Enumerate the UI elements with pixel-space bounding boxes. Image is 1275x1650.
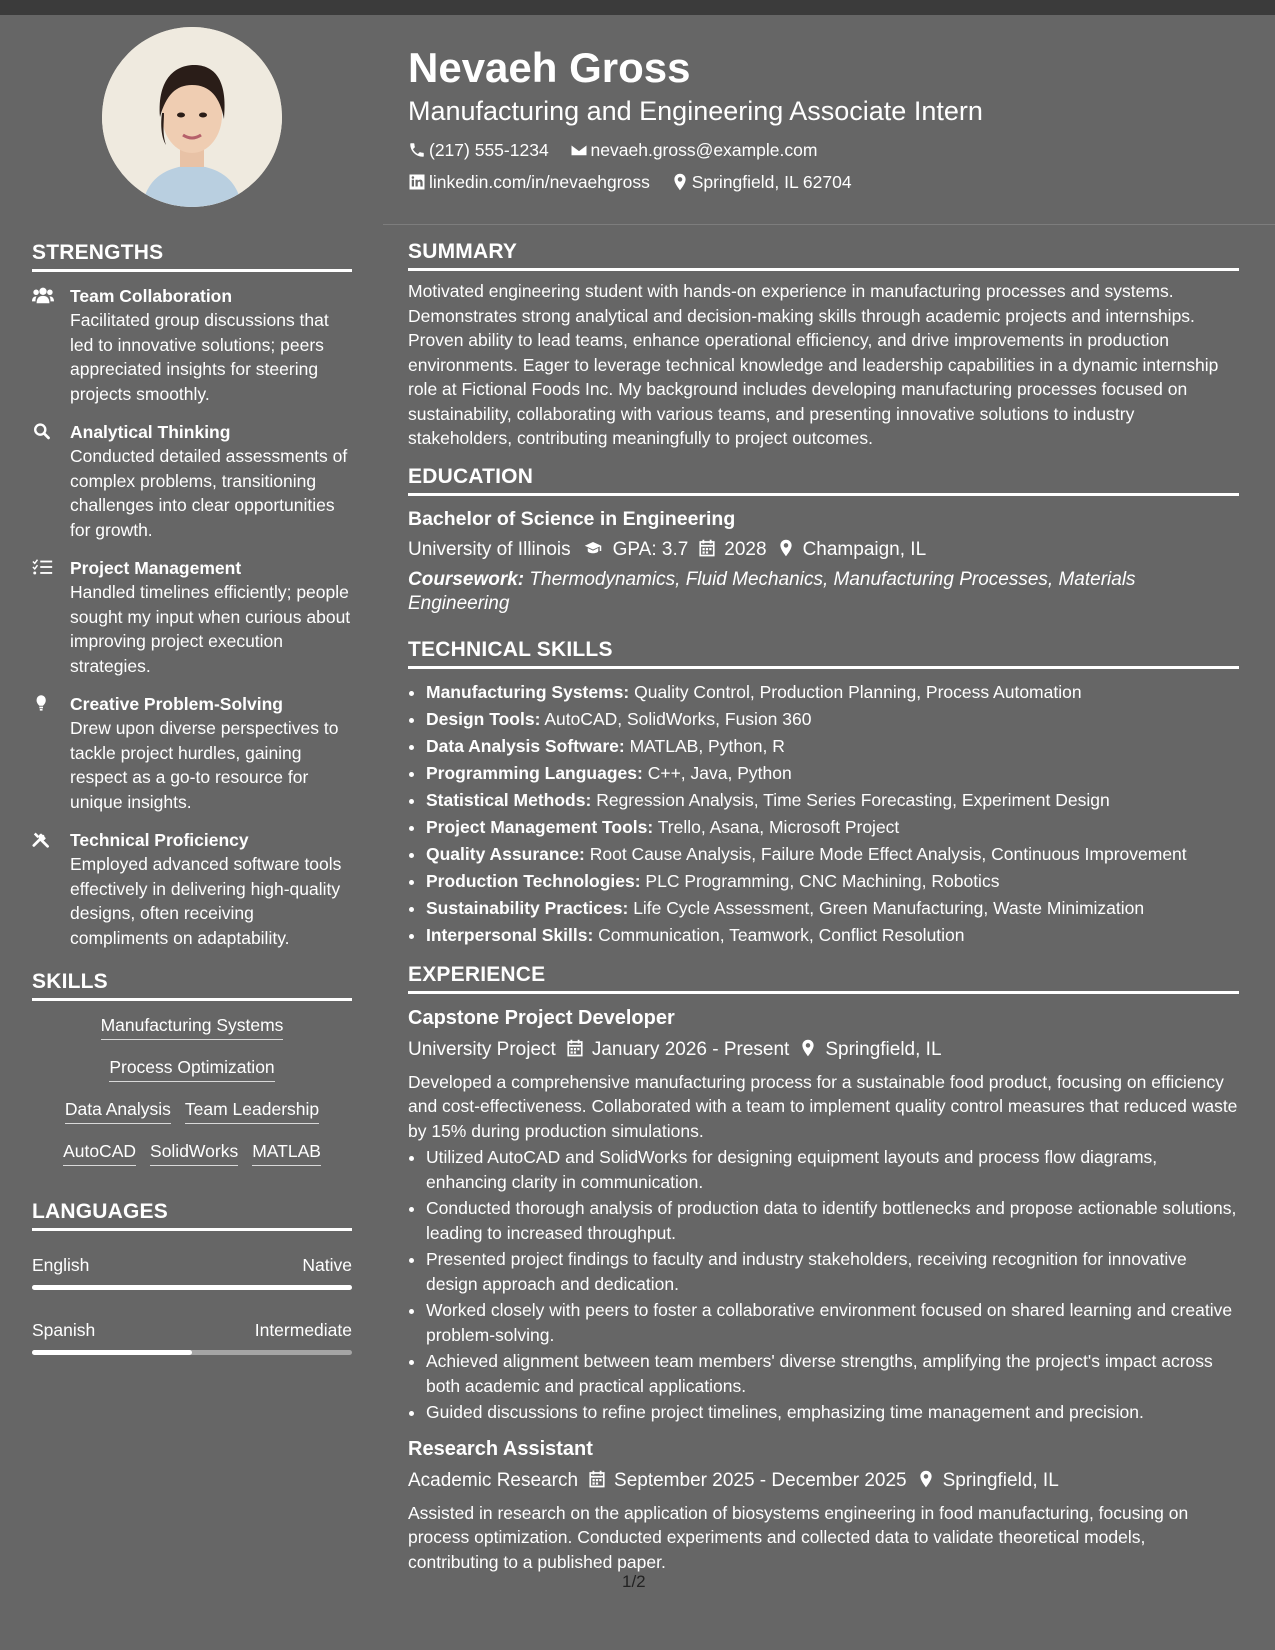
- users-icon: [32, 284, 70, 406]
- languages-section: [32, 1200, 352, 1355]
- strength-desc: Handled timelines efficiently; people sought my input when curious about improving project execution strategies.: [70, 582, 351, 676]
- education-section: [408, 465, 1239, 616]
- languages-heading: LANGUAGES: [32, 1200, 352, 1231]
- list-item: • Guided discussions to refine project timelines, emphasizing time management and precision.: [426, 1400, 1239, 1425]
- header: [408, 42, 1248, 198]
- profile-photo: [102, 27, 282, 207]
- strength-desc: Conducted detailed assessments of complex problems, transitioning challenges into clear opportunities for growth.: [70, 446, 348, 540]
- strength-title: Team Collaboration: [70, 286, 233, 306]
- list-item: • Design Tools: AutoCAD, SolidWorks, Fusion 360: [426, 706, 1239, 733]
- linkedin-text[interactable]: linkedin.com/in/nevaehgross: [429, 172, 650, 192]
- left-column: [32, 27, 352, 1355]
- phone-text: (217) 555-1234: [429, 140, 549, 160]
- location-contact: [671, 172, 852, 192]
- job-org: Academic Research: [408, 1469, 579, 1491]
- coursework-label: Coursework:: [408, 568, 525, 590]
- language-bar: [32, 1285, 352, 1290]
- map-pin-icon: [917, 1470, 935, 1488]
- skills-section: [32, 970, 352, 1166]
- strength-title: Project Management: [70, 558, 242, 578]
- job-meta: [408, 1036, 1239, 1064]
- education-heading: EDUCATION: [408, 465, 1239, 496]
- strengths-section: [32, 241, 352, 950]
- school-name: University of Illinois: [408, 538, 571, 560]
- job-dates: January 2026 - Present: [591, 1038, 790, 1060]
- technical-skills-section: [408, 638, 1239, 949]
- job-bullets: [408, 1145, 1239, 1425]
- strength-item: [32, 284, 352, 406]
- strength-item: [32, 692, 352, 814]
- list-item: • Sustainability Practices: Life Cycle Assessment, Green Manufacturing, Waste Minimization: [426, 895, 1239, 922]
- header-divider: [383, 224, 1275, 225]
- language-row: [32, 1255, 352, 1276]
- summary-heading: SUMMARY: [408, 240, 1239, 271]
- location-text: Springfield, IL 62704: [691, 172, 852, 192]
- email-contact[interactable]: [570, 140, 818, 160]
- strength-item: [32, 828, 352, 950]
- list-item: • Worked closely with peers to foster a collaborative environment focused on shared learning and creative problem-solving.: [426, 1298, 1239, 1347]
- strengths-heading: STRENGTHS: [32, 241, 352, 272]
- experience-section: [408, 963, 1239, 1575]
- skill-tag: Data Analysis: [65, 1099, 171, 1124]
- strength-title: Technical Proficiency: [70, 830, 249, 850]
- language-level: Intermediate: [254, 1320, 352, 1340]
- summary-text: Motivated engineering student with hands-on experience in manufacturing processes and systems. Demonstrates strong analytical and decision-making skills through academic projects and internships. Proven ability to lead teams, enhance operational efficiency, and drive improvements in production environments. Eager to leverage technical knowledge and leadership capabilities in a dynamic internship role at Fictional Foods Inc. My background includes developing manufacturing processes focused on sustainability, collaborating with various teams, and presenting innovative solutions to industry stakeholders, contributing meaningfully to project outcomes.: [408, 281, 1219, 448]
- tools-icon: [32, 828, 70, 950]
- summary-section: [408, 240, 1239, 451]
- linkedin-contact[interactable]: [408, 172, 650, 192]
- education-meta: [408, 536, 1239, 564]
- job-org: University Project: [408, 1038, 556, 1060]
- degree-title: Bachelor of Science in Engineering: [408, 507, 736, 530]
- phone-contact: [408, 140, 549, 160]
- language-bar-fill: [32, 1350, 192, 1355]
- person-name: Nevaeh Gross: [408, 44, 691, 91]
- list-check-icon: [32, 556, 70, 678]
- job-title: Capstone Project Developer: [408, 1006, 675, 1029]
- list-item: • Achieved alignment between team members' diverse strengths, amplifying the project's impact across both academic and practical applications.: [426, 1349, 1239, 1398]
- list-item: • Production Technologies: PLC Programming, CNC Machining, Robotics: [426, 868, 1239, 895]
- job-location: Springfield, IL: [942, 1469, 1059, 1491]
- strength-title: Analytical Thinking: [70, 422, 231, 442]
- email-text[interactable]: nevaeh.gross@example.com: [590, 140, 818, 160]
- job-dates: September 2025 - December 2025: [614, 1469, 907, 1491]
- gpa-text: GPA: 3.7: [612, 538, 689, 560]
- graduation-year: 2028: [724, 538, 767, 560]
- skill-tag: Manufacturing Systems: [101, 1015, 284, 1040]
- coursework-text: Thermodynamics, Fluid Mechanics, Manufacturing Processes, Materials Engineering: [408, 568, 1136, 614]
- job-title: Research Assistant: [408, 1437, 593, 1460]
- calendar-icon: [588, 1470, 606, 1488]
- language-level: Native: [302, 1255, 352, 1275]
- list-item: • Utilized AutoCAD and SolidWorks for designing equipment layouts and process flow diagrams, enhancing clarity in communication.: [426, 1145, 1239, 1194]
- job-entry: [408, 1435, 1239, 1575]
- skill-tag: SolidWorks: [150, 1141, 238, 1166]
- technical-skills-heading: TECHNICAL SKILLS: [408, 638, 1239, 669]
- calendar-icon: [566, 1039, 584, 1057]
- skill-tag: Process Optimization: [109, 1057, 274, 1082]
- envelope-icon: [570, 141, 588, 159]
- strength-desc: Employed advanced software tools effectively in delivering high-quality designs, often receiving compliments on adaptability.: [70, 854, 342, 948]
- skill-tag: Team Leadership: [185, 1099, 319, 1124]
- list-item: • Programming Languages: C++, Java, Python: [426, 760, 1239, 787]
- map-pin-icon: [799, 1039, 817, 1057]
- calendar-icon: [698, 539, 716, 557]
- list-item: • Data Analysis Software: MATLAB, Python, R: [426, 733, 1239, 760]
- skill-tag: MATLAB: [252, 1141, 321, 1166]
- language-row: [32, 1320, 352, 1341]
- main-column: [408, 240, 1239, 1588]
- list-item: • Interpersonal Skills: Communication, Teamwork, Conflict Resolution: [426, 922, 1239, 949]
- list-item: • Project Management Tools: Trello, Asana, Microsoft Project: [426, 814, 1239, 841]
- language-name: Spanish: [32, 1320, 96, 1340]
- language-name: English: [32, 1255, 90, 1275]
- technical-skills-list: [408, 679, 1239, 949]
- map-pin-icon: [777, 539, 795, 557]
- contact-info: [408, 134, 1248, 198]
- page-number: 1/2: [622, 1572, 646, 1591]
- list-item: • Presented project findings to faculty and industry stakeholders, receiving recognition for innovative design approach and dedication.: [426, 1247, 1239, 1296]
- phone-icon: [408, 141, 426, 159]
- strength-desc: Facilitated group discussions that led to innovative solutions; peers appreciated insights for steering projects smoothly.: [70, 310, 329, 404]
- skill-tag: AutoCAD: [63, 1141, 136, 1166]
- school-location: Champaign, IL: [802, 538, 927, 560]
- search-icon: [32, 420, 70, 542]
- experience-heading: EXPERIENCE: [408, 963, 1239, 994]
- list-item: • Quality Assurance: Root Cause Analysis, Failure Mode Effect Analysis, Continuous Improvement: [426, 841, 1239, 868]
- list-item: • Conducted thorough analysis of production data to identify bottlenecks and propose actionable solutions, leading to increased throughput.: [426, 1196, 1239, 1245]
- strength-item: [32, 556, 352, 678]
- job-description: Assisted in research on the application of biosystems engineering in food manufacturing, focusing on process optimization. Conducted experiments and collected data to validate theoretical models, contributing to a published paper.: [408, 1502, 1189, 1572]
- coursework: [408, 568, 1239, 616]
- lightbulb-icon: [32, 692, 70, 814]
- map-pin-icon: [671, 173, 689, 191]
- job-location: Springfield, IL: [825, 1038, 942, 1060]
- strength-item: [32, 420, 352, 542]
- graduation-cap-icon: [581, 539, 605, 557]
- strength-title: Creative Problem-Solving: [70, 694, 283, 714]
- job-entry: [408, 1004, 1239, 1425]
- language-bar: [32, 1350, 352, 1355]
- strength-desc: Drew upon diverse perspectives to tackle project hurdles, gaining respect as a go-to resource for unique insights.: [70, 718, 339, 812]
- language-bar-fill: [32, 1285, 352, 1290]
- top-bar: [0, 0, 1275, 15]
- job-meta: [408, 1467, 1239, 1495]
- job-target-title: Manufacturing and Engineering Associate Intern: [408, 96, 983, 126]
- list-item: • Statistical Methods: Regression Analysis, Time Series Forecasting, Experiment Design: [426, 787, 1239, 814]
- skills-heading: SKILLS: [32, 970, 352, 1001]
- list-item: • Manufacturing Systems: Quality Control, Production Planning, Process Automation: [426, 679, 1239, 706]
- job-description: Developed a comprehensive manufacturing process for a sustainable food product, focusing on efficiency and cost-effectiveness. Collaborated with a team to implement quality control measures that reduced waste by 15% during production simulations.: [408, 1071, 1238, 1141]
- linkedin-icon: [408, 173, 426, 191]
